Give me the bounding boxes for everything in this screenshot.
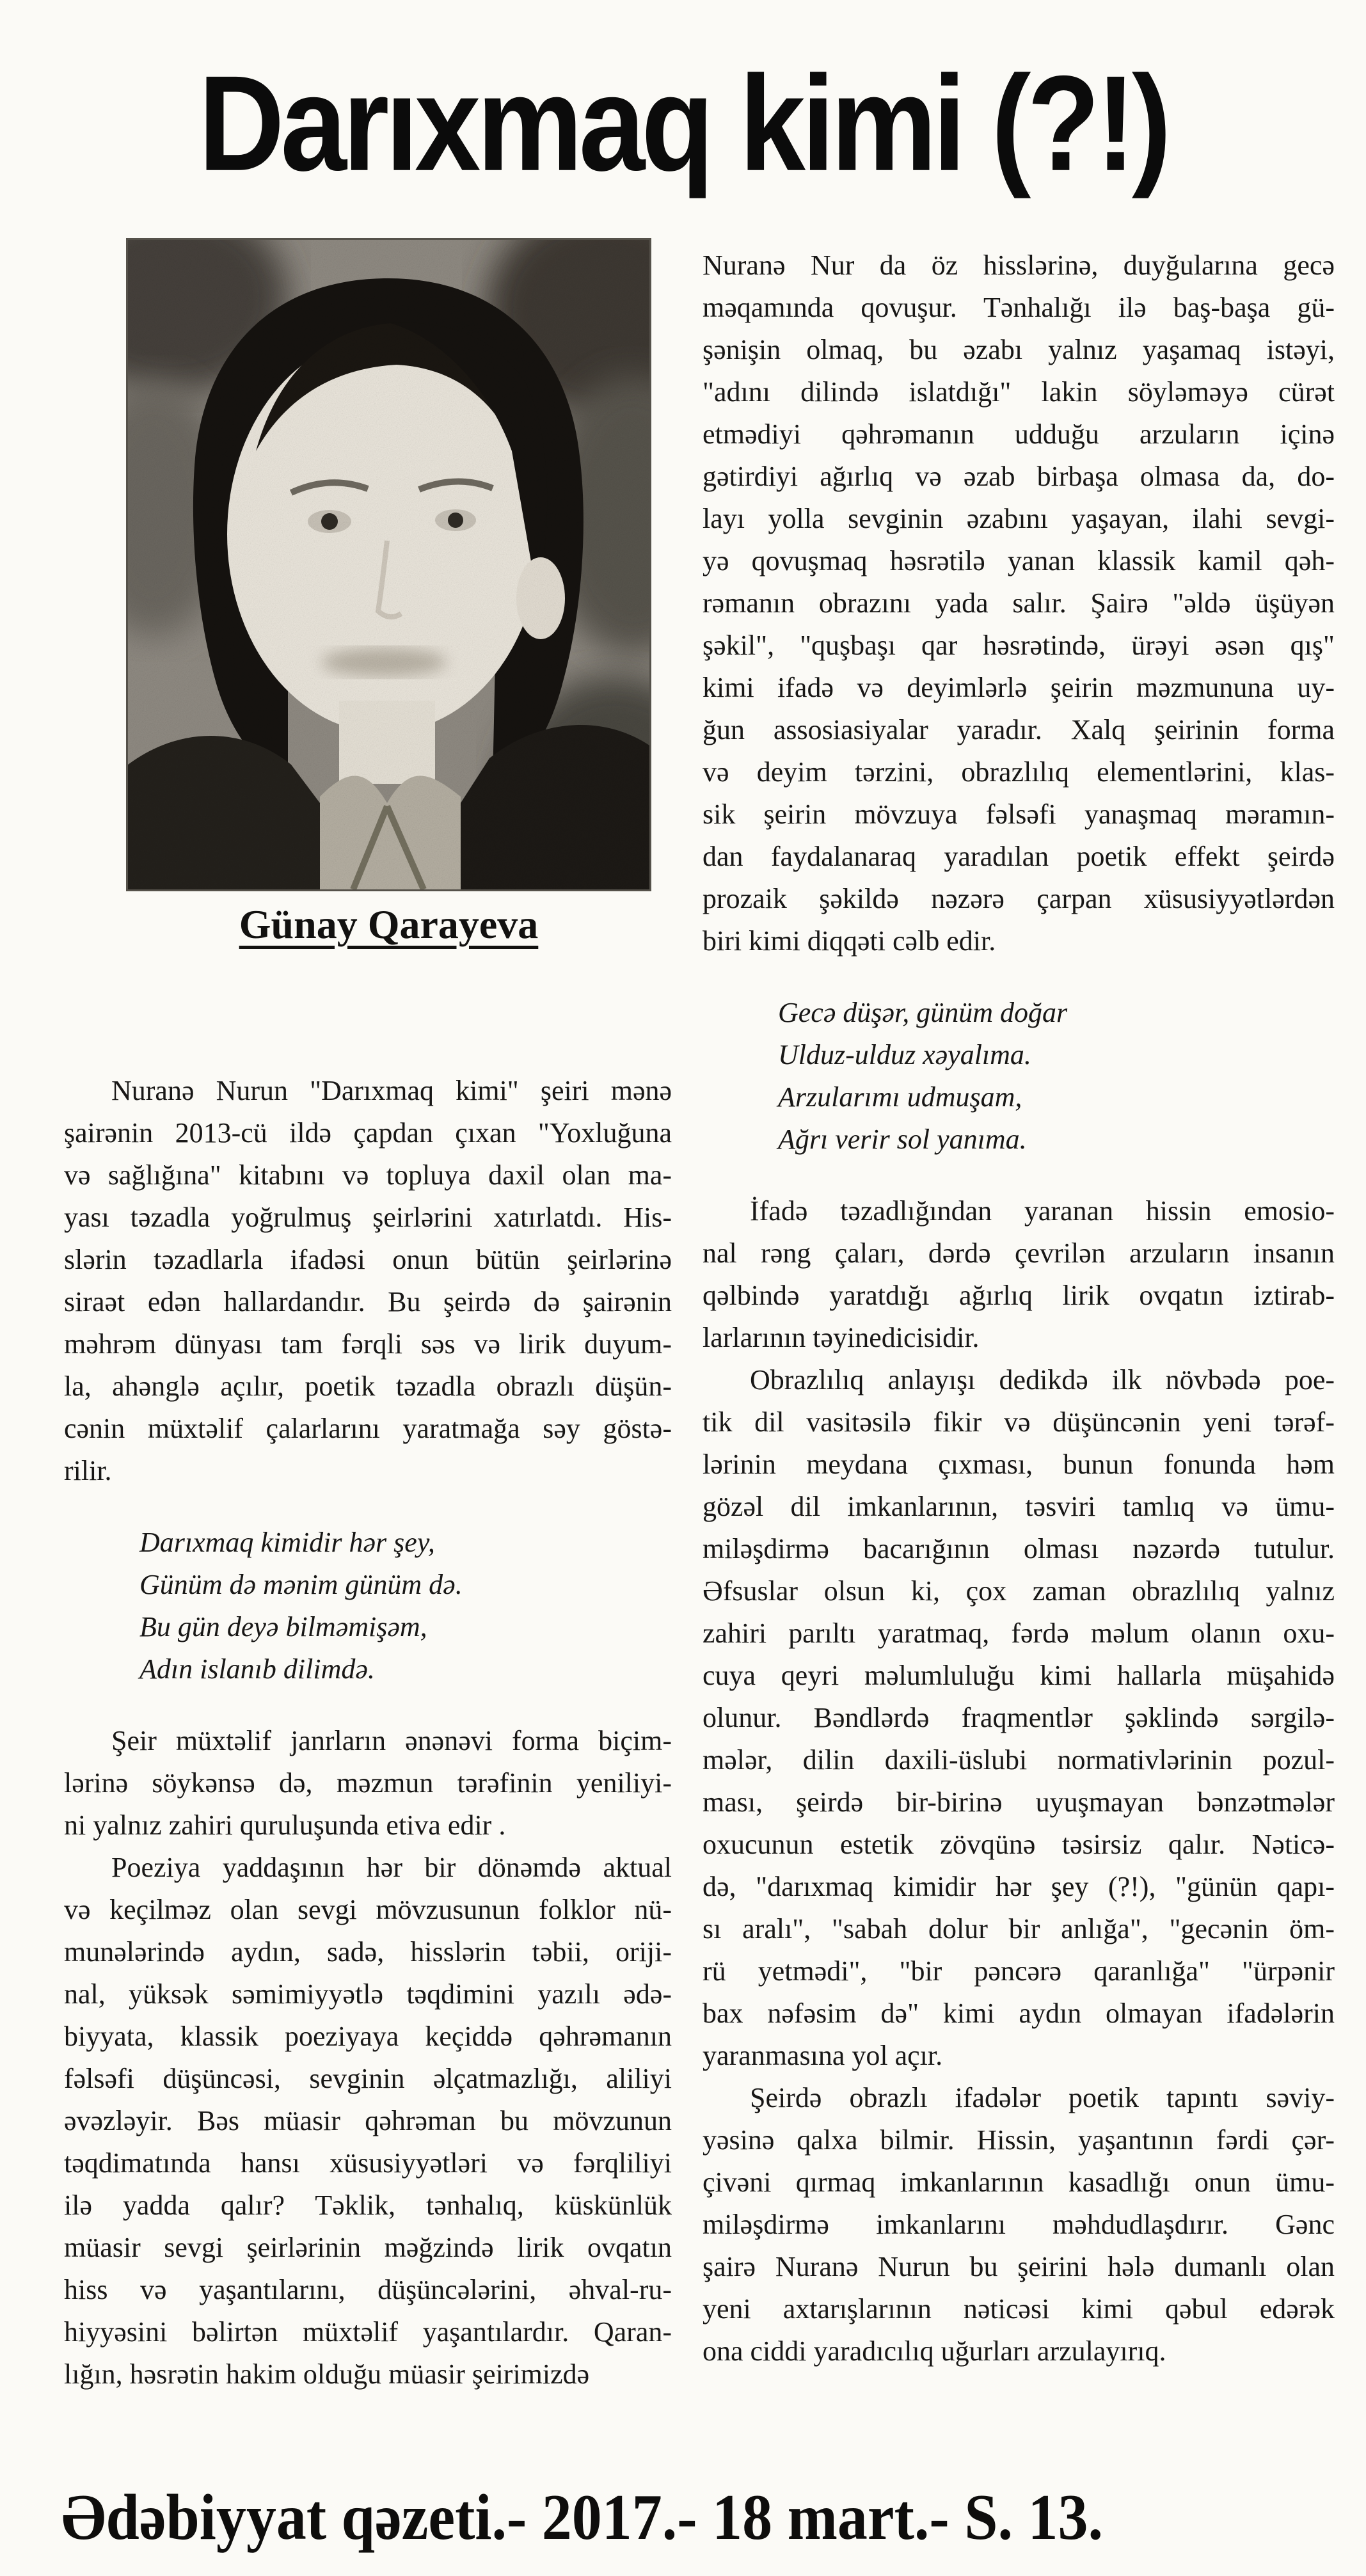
photo-caption: Günay Qarayeva xyxy=(239,902,539,947)
right-paragraph-1 xyxy=(703,244,1335,962)
text-line: sı aralı", "sabah dolur bir anlığa", "gecənin öm- xyxy=(703,1913,1335,1944)
text-line: yası təzadla yoğrulmuş şeirlərini xatırlatdı. His- xyxy=(64,1202,672,1233)
text-line: İfadə təzadlığından yaranan hissin emosio- xyxy=(750,1195,1335,1227)
text-line: şəkil", "quşbaşı qar həsrətində, ürəyi əsən qış" xyxy=(703,630,1335,661)
text-line: tik dil vasitəsilə fikir və düşüncənin yeni tərəf- xyxy=(703,1406,1335,1438)
text-line: "adını dilində islatdığı" lakin söyləməyə cürət xyxy=(703,376,1335,408)
text-line: qəlbində yaratdığı ağırlıq lirik ovqatın iztirab- xyxy=(703,1280,1335,1311)
text-line: Obrazlılıq anlayışı dedikdə ilk növbədə poe- xyxy=(750,1364,1335,1395)
text-line: Arzularımı udmuşam, xyxy=(778,1081,1022,1113)
text-line: cuya qeyri məlumluluğu kimi hallarla müşahidə xyxy=(703,1660,1335,1691)
left-column xyxy=(64,1070,672,2396)
text-line: Günüm də mənim günüm də. xyxy=(139,1569,463,1600)
text-line: və keçilməz olan sevgi mövzusunun folklor nü- xyxy=(64,1894,672,1925)
text-line: şairə Nuranə Nurun bu şeirini hələ dumanlı olan xyxy=(703,2251,1335,2282)
text-line: munələrində aydın, sadə, hisslərin təbii, oriji- xyxy=(64,1936,672,1968)
text-line: etmədiyi qəhrəmanın udduğu arzuların içinə xyxy=(703,418,1335,450)
text-line: Nuranə Nurun "Darıxmaq kimi" şeiri mənə xyxy=(111,1075,672,1106)
left-poem-quote xyxy=(139,1522,672,1690)
text-line: bax nəfəsim də" kimi aydın olmayan ifadələrin xyxy=(703,1998,1335,2029)
text-line: Ulduz-ulduz xəyalıma. xyxy=(778,1039,1031,1070)
portrait-photo-graphic xyxy=(128,240,649,889)
text-line: siraət edən hallardandır. Bu şeirdə də şairənin xyxy=(64,1286,672,1317)
text-line: Darıxmaq kimidir hər şey, xyxy=(139,1527,435,1558)
text-line: zahiri parıltı yaratmaq, fərdə məlum olanın oxu- xyxy=(703,1618,1335,1649)
text-line: sik şeirin mövzuya fəlsəfi yanaşmaq məramın- xyxy=(703,799,1335,830)
left-paragraph-2 xyxy=(64,1720,672,1847)
text-line: rilir. xyxy=(64,1455,112,1486)
text-line: oxucunun estetik zövqünə təsirsiz qalır. Nəticə- xyxy=(703,1829,1335,1860)
text-line: təqdimatında hansı xüsusiyyətləri və fərqliliyi xyxy=(64,2147,672,2179)
text-line: Adın islanıb dilimdə. xyxy=(139,1653,375,1685)
text-line: yəsinə qalxa bilmir. Hissin, yaşantının fərdi çər- xyxy=(703,2124,1335,2156)
text-line: layı yolla sevginin əzabını yaşayan, ilahi sevgi- xyxy=(703,503,1335,534)
text-line: hiss və yaşantılarını, düşüncələrini, əhval-ru- xyxy=(64,2274,672,2305)
text-line: larlarının təyinedicisidir. xyxy=(703,1322,980,1353)
text-line: nal, yüksək səmimiyyətlə təqdimini yazılı ədə- xyxy=(64,1978,672,2010)
text-line: ona ciddi yaradıcılıq uğurları arzulayırıq. xyxy=(703,2335,1166,2367)
text-line: Nuranə Nur da öz hisslərinə, duyğularına gecə xyxy=(703,250,1335,281)
right-paragraph-2 xyxy=(703,1190,1335,1359)
text-line: biri kimi diqqəti cəlb edir. xyxy=(703,925,996,957)
text-line: şənişin olmaq, bu əzabı yalnız yaşamaq istəyi, xyxy=(703,334,1335,365)
right-column xyxy=(703,244,1335,2373)
text-line: Poeziya yaddaşının hər bir dönəmdə aktual xyxy=(111,1852,672,1883)
text-line: də, "darıxmaq kimidir hər şey (?!), "günün qapı- xyxy=(703,1871,1335,1902)
text-line: nal rəng çaları, dərdə çevrilən arzuların insanın xyxy=(703,1237,1335,1269)
text-line: məhrəm dünyası tam fərqli səs və lirik duyum- xyxy=(64,1328,672,1360)
left-paragraph-3 xyxy=(64,1847,672,2396)
text-line: ilə yadda qalır? Təklik, tənhalıq, küskünlük xyxy=(64,2190,672,2221)
text-line: hiyyəsini bəlirtən müxtəlif yaşantılardır. Qaran- xyxy=(64,2316,672,2348)
text-line: Ağrı verir sol yanıma. xyxy=(778,1124,1027,1155)
text-line: lərinə söykənsə də, məzmun tərəfinin yeniliyi- xyxy=(64,1767,672,1799)
text-line: olunur. Bəndlərdə fraqmentlər şəklində sərgilə- xyxy=(703,1702,1335,1733)
text-line: slərin təzadlarla ifadəsi onun bütün şeirlərinə xyxy=(64,1244,672,1275)
text-line: lığın, həsrətin hakim olduğu müasir şeirimizdə xyxy=(64,2358,590,2390)
text-line: prozaik şəkildə nəzərə çarpan xüsusiyyətlərdən xyxy=(703,883,1335,914)
text-line: mələr, dilin daxili-üslubi normativlərinin pozul- xyxy=(703,1744,1335,1776)
text-line: və deyim tərzini, obrazlılıq elementlərini, klas- xyxy=(703,756,1335,788)
footer-citation: Ədəbiyyat qəzeti.- 2017.- 18 mart.- S. 13. xyxy=(61,2481,1104,2554)
text-line: çivəni qırmaq imkanlarının kasadlığı onun ümu- xyxy=(703,2167,1335,2198)
right-poem-quote xyxy=(778,992,1335,1161)
text-line: ni yalnız zahiri quruluşunda etiva edir . xyxy=(64,1809,506,1841)
text-line: cənin müxtəlif çalarlarını yaratmağa səy göstə- xyxy=(64,1413,672,1444)
text-line: şairənin 2013-cü ildə çapdan çıxan "Yoxluğuna xyxy=(64,1117,672,1149)
text-line: ğun assosiasiyalar yaradır. Xalq şeirinin forma xyxy=(703,714,1335,745)
text-line: fəlsəfi düşüncəsi, sevginin əlçatmazlığı, aliliyi xyxy=(64,2063,672,2094)
text-line: kimi ifadə və deyimlərlə şeirin məzmununa uy- xyxy=(703,672,1335,703)
text-line: miləşdirmə imkanlarını məhdudlaşdırır. Gənc xyxy=(703,2209,1335,2240)
text-line: gözəl dil imkanlarının, təsviri tamlıq və ümu- xyxy=(703,1491,1335,1522)
text-line: miləşdirmə bacarığının olması nəzərdə tutulur. xyxy=(703,1533,1335,1564)
text-line: ması, şeirdə bir-birinə uyuşmayan bənzətmələr xyxy=(703,1786,1335,1818)
text-line: Gecə düşər, günüm doğar xyxy=(778,997,1068,1028)
text-line: məqamında qovuşur. Tənhalığı ilə baş-başa gü- xyxy=(703,292,1335,323)
left-paragraph-1 xyxy=(64,1070,672,1492)
text-line: Əfsuslar olsun ki, çox zaman obrazlılıq yalnız xyxy=(703,1575,1335,1607)
right-paragraph-3 xyxy=(703,1359,1335,2077)
text-line: yeni axtarışlarının nəticəsi kimi qəbul edərək xyxy=(703,2293,1335,2325)
text-line: rü yetmədi", "bir pəncərə qaranlığa" "ürpənir xyxy=(703,1955,1335,1987)
text-line: lərinin meydana çıxması, bunun fonunda həm xyxy=(703,1449,1335,1480)
text-line: biyyata, klassik poeziyaya keçiddə qəhrəmanın xyxy=(64,2021,672,2052)
text-line: yaranmasına yol açır. xyxy=(703,2040,943,2071)
article-title: Darıxmaq kimi (?!) xyxy=(198,48,1168,200)
text-line: la, ahənglə açılır, poetik təzadla obrazlı düşün- xyxy=(64,1371,672,1402)
text-line: gətirdiyi ağırlıq və əzab birbaşa olmasa da, do- xyxy=(703,461,1335,492)
text-line: Şeir müxtəlif janrların ənənəvi forma biçim- xyxy=(111,1725,672,1756)
text-line: dan faydalanaraq yaradılan poetik effekt şeirdə xyxy=(703,841,1335,872)
text-line: müasir sevgi şeirlərinin məğzində lirik ovqatın xyxy=(64,2232,672,2263)
text-line: və sağlığına" kitabını və topluya daxil olan ma- xyxy=(64,1159,672,1191)
portrait-photo xyxy=(128,240,649,889)
right-paragraph-4 xyxy=(703,2077,1335,2373)
text-line: Şeirdə obrazlı ifadələr poetik tapıntı səviy- xyxy=(750,2082,1335,2113)
text-line: yə qovuşmaq həsrətilə yanan klassik kamil qəh- xyxy=(703,545,1335,576)
text-line: əvəzləyir. Bəs müasir qəhrəman bu mövzunun xyxy=(64,2105,672,2136)
text-line: Bu gün deyə bilməmişəm, xyxy=(139,1611,427,1642)
text-line: rəmanın obrazını yada salır. Şairə "əldə üşüyən xyxy=(703,587,1335,619)
